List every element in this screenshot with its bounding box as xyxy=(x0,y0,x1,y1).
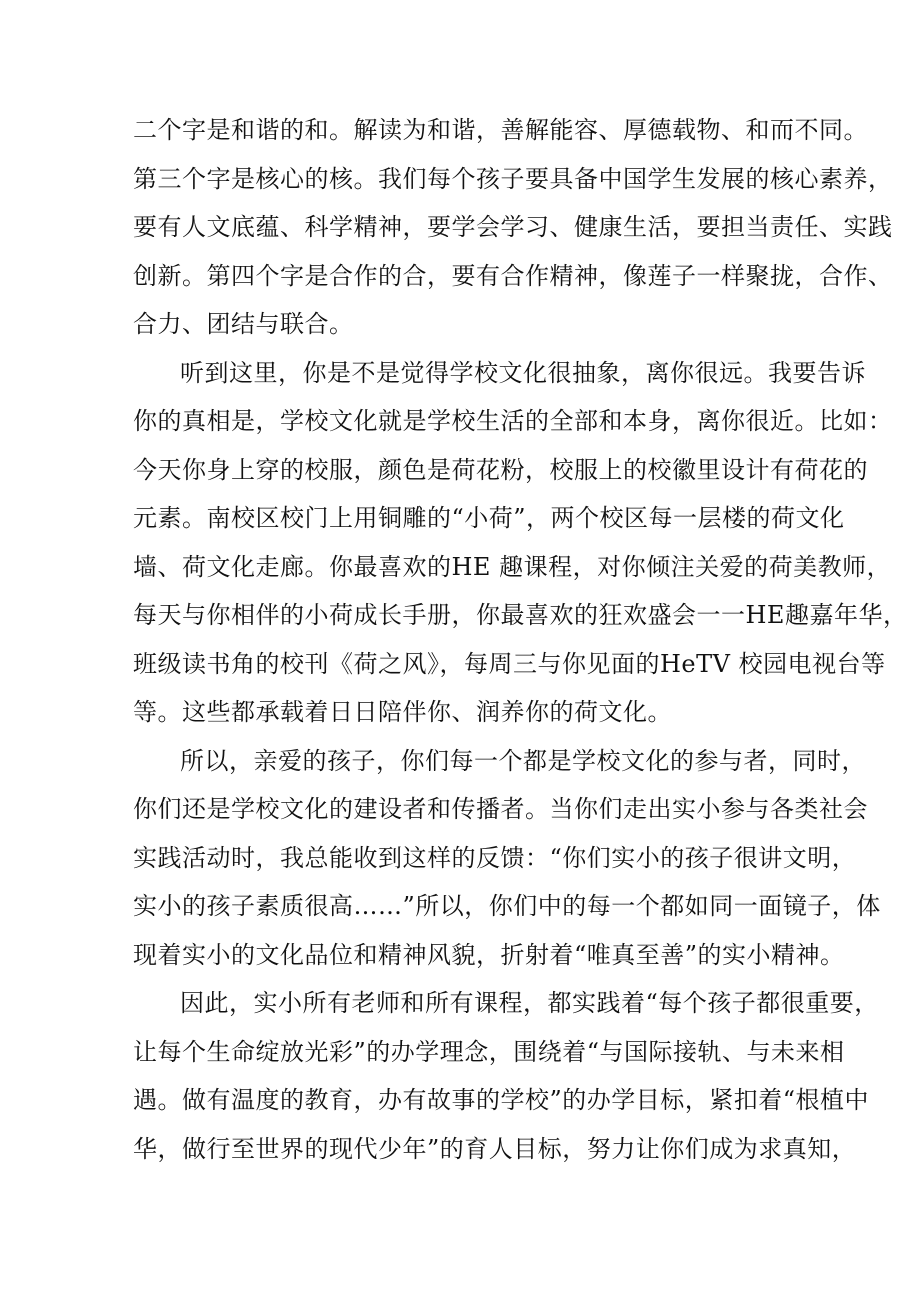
text-line: 二个字是和谐的和。解读为和谐，善解能容、厚德载物、和而不同。 xyxy=(133,116,868,144)
text-line: 你们还是学校文化的建设者和传播者。当你们走出实小参与各类社会 xyxy=(133,795,868,823)
paragraph-first-line: 听到这里，你是不是觉得学校文化很抽象，离你很远。我要告诉 xyxy=(180,358,866,387)
text-line: 要有人文底蕴、科学精神，要学会学习、健康生活，要担当责任、实践 xyxy=(133,213,893,241)
text-line: 今天你身上穿的校服，颜色是荷花粉，校服上的校徽里设计有荷花的 xyxy=(133,455,868,484)
text-line: 墙、荷文化走廊。你最喜欢的HE 趣课程，对你倾注关爱的荷美教师， xyxy=(133,552,892,581)
text-line: 第三个字是核心的核。我们每个孩子要具备中国学生发展的核心素养， xyxy=(133,164,893,193)
text-line: 等。这些都承载着日日陪伴你、润养你的荷文化。 xyxy=(133,698,672,726)
paragraph-first-line: 因此，实小所有老师和所有课程，都实践着“每个孩子都很重要， xyxy=(180,989,879,1017)
text-line: 实小的孩子素质很高……”所以，你们中的每一个都如同一面镜子，体 xyxy=(133,892,881,920)
paragraph-first-line: 所以，亲爱的孩子，你们每一个都是学校文化的参与者，同时， xyxy=(180,746,866,775)
text-line: 元素。南校区校门上用铜雕的“小荷”，两个校区每一层楼的荷文化 xyxy=(133,504,845,532)
text-line: 你的真相是，学校文化就是学校生活的全部和本身，离你很近。比如： xyxy=(133,407,893,435)
text-line: 合力、团结与联合。 xyxy=(133,310,354,338)
text-line: 遇。做有温度的教育，办有故事的学校”的办学目标，紧扣着“根植中 xyxy=(133,1086,870,1114)
text-line: 实践活动时，我总能收到这样的反馈：“你们实小的孩子很讲文明， xyxy=(133,843,857,872)
text-line: 每天与你相伴的小荷成长手册，你最喜欢的狂欢盛会一一HE趣嘉年华， xyxy=(133,601,908,629)
text-line: 创新。第四个字是合作的合，要有合作精神，像莲子一样聚拢，合作、 xyxy=(133,261,893,290)
text-line: 让每个生命绽放光彩”的办学理念，围绕着“与国际接轨、与未来相 xyxy=(133,1037,845,1066)
text-line: 现着实小的文化品位和精神风貌，折射着“唯真至善”的实小精神。 xyxy=(133,940,845,969)
text-line: 班级读书角的校刊《荷之风》，每周三与你见面的HeTV 校园电视台等 xyxy=(133,649,886,678)
body-text xyxy=(133,106,908,1173)
text-line: 华，做行至世界的现代少年”的育人目标，努力让你们成为求真知， xyxy=(133,1134,857,1163)
